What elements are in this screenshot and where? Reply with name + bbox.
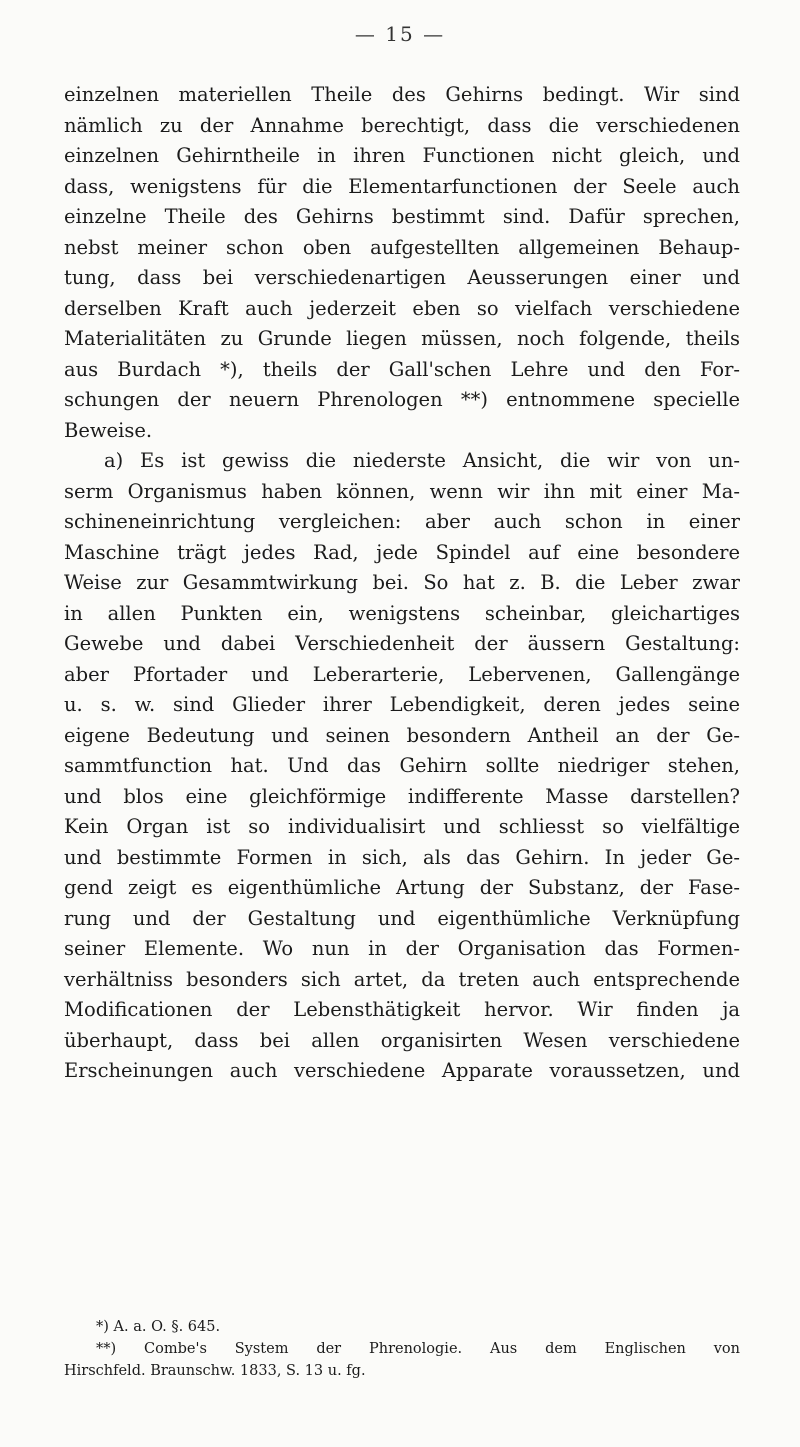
text-line: Materialitäten zu Grunde liegen müssen, noch folgende, theils	[64, 327, 740, 350]
text-line: schineneinrichtung vergleichen: aber auch schon in einer	[64, 510, 740, 533]
footnote-2-continued: Hirschfeld. Braunschw. 1833, S. 13 u. fg.	[64, 1363, 366, 1379]
text-line: Gewebe und dabei Verschiedenheit der äussern Gestaltung:	[64, 632, 740, 655]
footnote-2: **) Combe's System der Phrenologie. Aus dem Englischen von	[96, 1341, 740, 1357]
text-line: nebst meiner schon oben aufgestellten allgemeinen Behaup-	[64, 235, 740, 259]
text-line: Modificationen der Lebensthätigkeit hervor. Wir finden ja	[64, 998, 740, 1021]
text-line: sammtfunction hat. Und das Gehirn sollte niedriger stehen,	[64, 754, 740, 777]
text-line: tung, dass bei verschiedenartigen Aeusserungen einer und	[64, 266, 740, 289]
text-line: eigene Bedeutung und seinen besondern Antheil an der Ge-	[64, 723, 740, 747]
text-line: verhältniss besonders sich artet, da treten auch entsprechende	[64, 967, 740, 991]
text-line: dass, wenigstens für die Elementarfunctionen der Seele auch	[64, 174, 740, 198]
text-line: Maschine trägt jedes Rad, jede Spindel auf eine besondere	[64, 540, 740, 564]
text-line: gend zeigt es eigenthümliche Artung der Substanz, der Fase-	[64, 876, 740, 899]
text-line: Weise zur Gesammtwirkung bei. So hat z. B. die Leber zwar	[64, 571, 740, 594]
text-line: aber Pfortader und Leberarterie, Lebervenen, Gallengänge	[64, 662, 740, 686]
footnote-1: *) A. a. O. §. 645.	[96, 1319, 221, 1335]
text-line: a) Es ist gewiss die niederste Ansicht, die wir von un-	[104, 449, 740, 472]
text-line: einzelne Theile des Gehirns bestimmt sind. Dafür sprechen,	[64, 205, 740, 228]
text-line: Beweise.	[64, 418, 153, 442]
text-line: nämlich zu der Annahme berechtigt, dass die verschiedenen	[64, 113, 740, 137]
text-line: Erscheinungen auch verschiedene Apparate voraussetzen, und	[64, 1059, 740, 1082]
text-line: seiner Elemente. Wo nun in der Organisation das Formen-	[64, 937, 740, 960]
text-line: einzelnen materiellen Theile des Gehirns bedingt. Wir sind	[64, 83, 740, 106]
text-line: derselben Kraft auch jederzeit eben so vielfach verschiedene	[64, 296, 740, 320]
text-line: und blos eine gleichförmige indifferente Masse darstellen?	[64, 784, 740, 808]
text-line: und bestimmte Formen in sich, als das Gehirn. In jeder Ge-	[64, 845, 740, 869]
text-line: einzelnen Gehirntheile in ihren Functionen nicht gleich, und	[64, 144, 740, 167]
text-line: Kein Organ ist so individualisirt und schliesst so vielfältige	[64, 815, 740, 838]
text-line: in allen Punkten ein, wenigstens scheinbar, gleichartiges	[64, 601, 740, 625]
page-number: — 15 —	[354, 22, 446, 46]
text-line: rung und der Gestaltung und eigenthümliche Verknüpfung	[64, 906, 740, 930]
text-line: serm Organismus haben können, wenn wir ihn mit einer Ma-	[64, 479, 740, 503]
body-text	[64, 80, 740, 1087]
text-line: aus Burdach *), theils der Gall'schen Lehre und den For-	[64, 357, 740, 381]
text-line: schungen der neuern Phrenologen **) entnommene specielle	[64, 388, 740, 411]
text-line: überhaupt, dass bei allen organisirten Wesen verschiedene	[64, 1028, 740, 1052]
footnotes	[64, 1316, 740, 1382]
text-line: u. s. w. sind Glieder ihrer Lebendigkeit, deren jedes seine	[64, 693, 740, 716]
